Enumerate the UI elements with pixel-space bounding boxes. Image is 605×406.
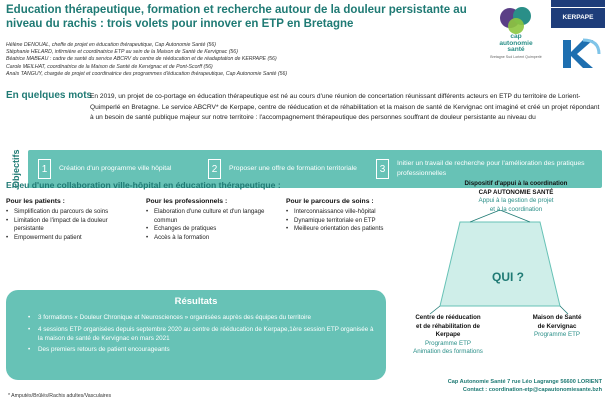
cap-logo-text: cap autonomie santé [499, 33, 533, 54]
maison-sante-logo-icon [553, 36, 603, 72]
objective-number: 2 [208, 159, 221, 179]
author-line: Béatrice MABEAU : cadre de santé du service ABCRV du centre de rééducation et de réadaptation de KERPAPE (56) [6, 56, 277, 63]
result-item: • 4 sessions ETP organisées depuis septembre 2020 au centre de rééducation de Kerpape,1ère session ETP organisée à la maison de santé de Kervignac en mars 2021 [28, 326, 378, 344]
intro-heading: En quelques mots [6, 90, 93, 101]
column-parcours [286, 198, 416, 234]
list-item: • Echanges de pratiques [146, 225, 276, 234]
column-professionnels [146, 198, 276, 242]
objective-text: Proposer une offre de formation territoriale [229, 165, 357, 172]
kerpape-node: Centre de rééducation et de réhabilitation de Kerpape Programme ETP Animation des formations [413, 314, 483, 355]
column-heading: Pour les patients : [6, 198, 65, 205]
svg-text:Objectifs: Objectifs [11, 149, 21, 188]
list-item: • Limitation de l'impact de la douleur persistante [6, 217, 136, 234]
objective-text: Création d'un programme ville hôpital [59, 165, 172, 172]
footer-contact [380, 378, 602, 394]
list-item: • Dynamique territoriale en ETP [286, 217, 416, 226]
column-heading: Pour le parcours de soins : [286, 198, 374, 205]
list-item: • Meilleure orientation des patients [286, 225, 416, 234]
intro-paragraph: En 2019, un projet de co-portage en éducation thérapeutique est né au cours d'une réunion de concertation réunissant différents acteurs en ETP du territoire de Lorient-Quimperlé en Bretagne. Le service ABCRV* de Kerpape, centre de rééducation et de réhabilitation et la maison de santé de Kervignac ont imaginé et créé un projet répondant à un besoin de santé publique majeur sur notre territoire : l'accompagnement thérapeutique des personnes souffrant de douleur persistante au niveau du [90, 93, 600, 121]
kervignac-node: Maison de Santé de Kervignac Programme ETP [532, 314, 582, 338]
author-line: Carole MEILHAT, coordinatrice de la Maison de Santé de Kervignac et de Pont-Scorff (56) [6, 63, 213, 70]
coordination-node: Dispositif d'appui à la coordination CAP AUTONOMIE SANTÉ Appui à la gestion de projet et à la coordination [464, 180, 568, 213]
list-item: • Empowerment du patient [6, 234, 136, 243]
objective-number: 3 [376, 159, 389, 179]
poster-title: Education thérapeutique, formation et recherche autour de la douleur persistante au niveau du rachis : trois volets pour innover en ETP en Bretagne [6, 4, 467, 30]
list-item: • Simplification du parcours de soins [6, 208, 136, 217]
results-box [6, 290, 386, 380]
collaboration-title: Enjeu d'une collaboration ville-hôpital en éducation thérapeutique : [6, 180, 281, 190]
list-item: • Interconnaissance ville-hôpital [286, 208, 416, 217]
kerpape-logo: KERPAPE [551, 8, 605, 28]
footer-email[interactable]: Contact : coordination-etp@capautonomiesante.bzh [462, 387, 602, 393]
result-item: • Des premiers retours de patient encourageants [28, 346, 378, 355]
author-line: Stéphanie HELARD, infirmière et coordinatrice ETP au sein de la Maison de Santé de Kervignac (56) [6, 49, 238, 56]
objective-text: Initier un travail de recherche pour l'amélioration des pratiques professionnelles [397, 160, 585, 177]
footer-address: Cap Autonomie Santé 7 rue Léo Lagrange 56600 LORIENT [447, 379, 602, 385]
list-item: • Accès à la formation [146, 234, 276, 243]
column-heading: Pour les professionnels : [146, 198, 228, 205]
kerpape-logo-bar [551, 0, 605, 7]
objective-number: 1 [38, 159, 51, 179]
author-line: Anaïs TANGUY, chargée de projet et coordinatrice des programmes d'éducation thérapeutique, Cap Autonomie Santé (56) [6, 70, 288, 77]
authors-list [6, 42, 446, 78]
cap-logo-subtitle: Bretagne Sud Lorient Quimperlé [490, 55, 542, 59]
qui-label: QUI ? [492, 270, 524, 284]
list-item: • Elaboration d'une culture et d'un langage commun [146, 208, 276, 225]
author-line: Hélène DENOUAL, cheffe de projet en éducation thérapeutique, Cap Autonomie Santé (56) [6, 42, 217, 48]
footnote: * Amputés/Brûlés/Rachis adultes/Vasculaires [8, 393, 112, 399]
results-title: Résultats [174, 296, 218, 307]
result-item: • 3 formations « Douleur Chronique et Neurosciences » organisées auprès des équipes du territoire [28, 314, 378, 323]
column-patients [6, 198, 136, 242]
